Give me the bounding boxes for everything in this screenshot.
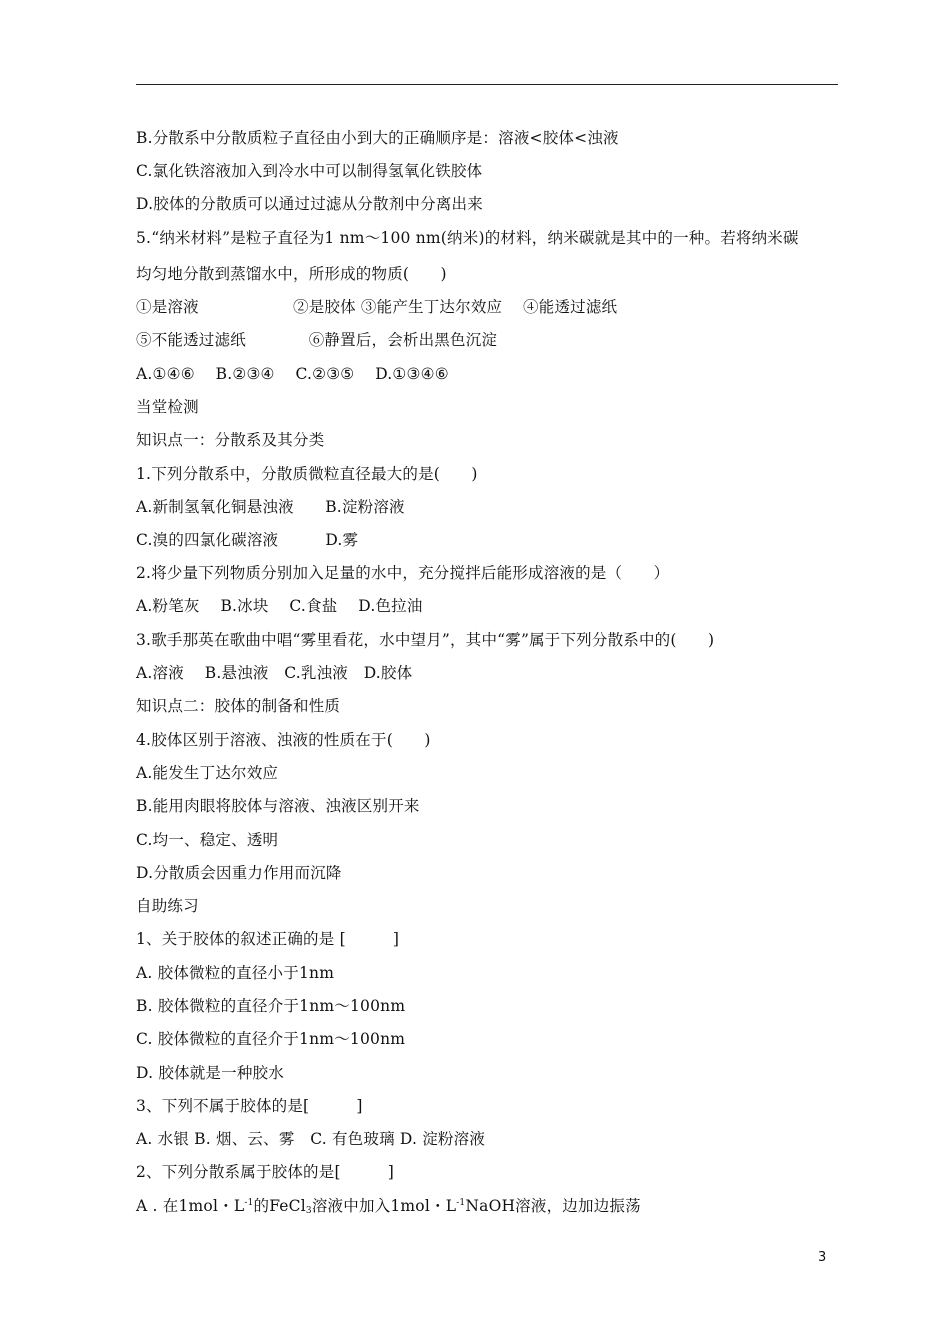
superscript-minus-one-2: -1 xyxy=(456,1198,466,1208)
practice-question-2: 2、下列分散系属于胶体的是[ ] xyxy=(136,1163,395,1181)
option-a-part-1: A . 在1mol・L xyxy=(136,1197,245,1215)
test-question-3: 3.歌手那英在歌曲中唱“雾里看花，水中望月”，其中“雾”属于下列分散系中的( ) xyxy=(136,631,715,649)
practice-question-1-option-d: D. 胶体就是一种胶水 xyxy=(136,1064,284,1082)
question-5-line-1: 5.“纳米材料”是粒子直径为1 nm～100 nm(纳米)的材料，纳米碳就是其中的一种。若将纳米碳 xyxy=(136,229,799,247)
test-question-4-option-a: A.能发生丁达尔效应 xyxy=(136,764,279,782)
knowledge-point-2-heading: 知识点二：胶体的制备和性质 xyxy=(136,697,341,715)
knowledge-point-1-heading: 知识点一：分散系及其分类 xyxy=(136,431,325,449)
question-5-statements-2: ⑤不能透过滤纸 ⑥静置后，会析出黑色沉淀 xyxy=(136,331,498,349)
practice-question-3-options: A. 水银 B. 烟、云、雾 C. 有色玻璃 D. 淀粉溶液 xyxy=(136,1130,486,1148)
test-question-4-option-c: C.均一、稳定、透明 xyxy=(136,831,279,849)
practice-question-1-option-b: B. 胶体微粒的直径介于1nm～100nm xyxy=(136,997,406,1015)
section-heading-class-test: 当堂检测 xyxy=(136,398,199,416)
section-heading-self-practice: 自助练习 xyxy=(136,897,199,915)
test-question-4-option-d: D.分散质会因重力作用而沉降 xyxy=(136,864,342,882)
option-c-text: C.氯化铁溶液加入到冷水中可以制得氢氧化铁胶体 xyxy=(136,162,483,180)
header-rule xyxy=(136,84,838,85)
test-question-1: 1.下列分散系中，分散质微粒直径最大的是( ) xyxy=(136,465,478,483)
test-question-1-options-cd: C.溴的四氯化碳溶液 D.雾 xyxy=(136,531,359,549)
practice-question-1: 1、关于胶体的叙述正确的是 [ ] xyxy=(136,930,400,948)
test-question-4-option-b: B.能用肉眼将胶体与溶液、浊液区别开来 xyxy=(136,797,420,815)
practice-question-3: 3、下列不属于胶体的是[ ] xyxy=(136,1097,363,1115)
test-question-1-options-ab: A.新制氢氧化铜悬浊液 B.淀粉溶液 xyxy=(136,498,405,516)
practice-question-1-option-a: A. 胶体微粒的直径小于1nm xyxy=(136,964,335,982)
subscript-three: 3 xyxy=(305,1206,312,1216)
test-question-2: 2.将少量下列物质分别加入足量的水中，充分搅拌后能形成溶液的是（ ） xyxy=(136,564,670,582)
practice-question-2-option-a xyxy=(136,1196,641,1216)
option-a-part-2: 的FeCl xyxy=(253,1197,306,1215)
question-5-line-2: 均匀地分散到蒸馏水中，所形成的物质( ) xyxy=(136,265,447,283)
superscript-minus-one: -1 xyxy=(244,1198,254,1208)
page-number: 3 xyxy=(818,1250,827,1265)
question-5-choices: A.①④⑥ B.②③④ C.②③⑤ D.①③④⑥ xyxy=(136,365,449,383)
test-question-3-options: A.溶液 B.悬浊液 C.乳浊液 D.胶体 xyxy=(136,664,413,682)
option-a-part-4: NaOH溶液，边加边振荡 xyxy=(465,1197,641,1215)
option-d-text: D.胶体的分散质可以通过过滤从分散剂中分离出来 xyxy=(136,195,483,213)
option-a-part-3: 溶液中加入1mol・L xyxy=(311,1197,457,1215)
test-question-4: 4.胶体区别于溶液、浊液的性质在于( ) xyxy=(136,731,431,749)
question-5-statements-1: ①是溶液 ②是胶体 ③能产生丁达尔效应 ④能透过滤纸 xyxy=(136,298,618,316)
option-b-text: B.分散系中分散质粒子直径由小到大的正确顺序是：溶液<胶体<浊液 xyxy=(136,129,619,147)
test-question-2-options: A.粉笔灰 B.冰块 C.食盐 D.色拉油 xyxy=(136,597,423,615)
practice-question-1-option-c: C. 胶体微粒的直径介于1nm～100nm xyxy=(136,1030,406,1048)
